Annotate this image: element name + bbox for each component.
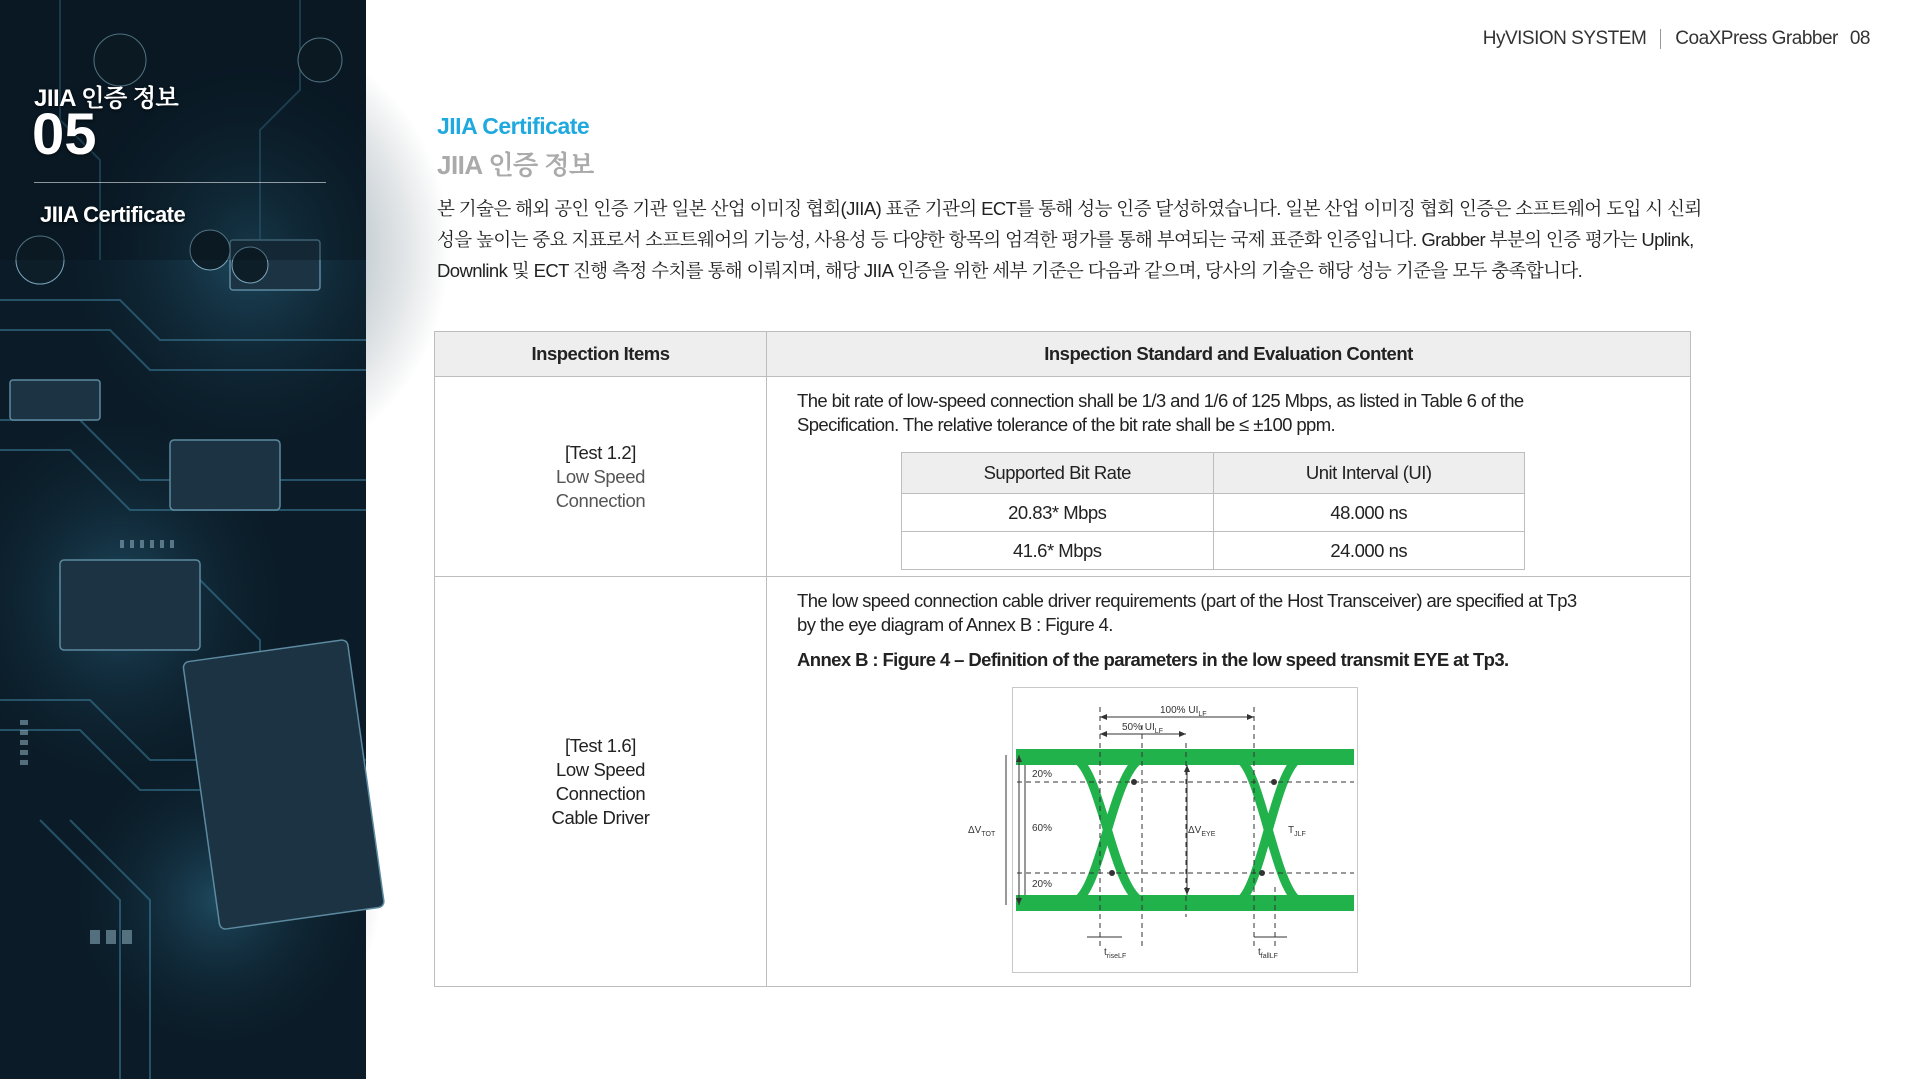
section-number: 05	[32, 102, 97, 167]
product-name: CoaXPress Grabber	[1675, 28, 1838, 49]
header-divider	[1660, 29, 1661, 49]
sub-column-header: Supported Bit Rate	[902, 453, 1214, 494]
inspection-item-cell	[435, 377, 767, 577]
bit-rate-table	[901, 452, 1525, 570]
column-header: Inspection Items	[435, 332, 767, 377]
page-header	[1483, 28, 1870, 50]
sub-table-row	[902, 532, 1525, 570]
standard-content-cell	[767, 577, 1691, 987]
page-subtitle: JIIA 인증 정보	[437, 150, 594, 180]
sub-column-header: Unit Interval (UI)	[1213, 453, 1525, 494]
test-number: [Test 1.2]	[564, 441, 637, 463]
section-title: JIIA Certificate	[40, 202, 186, 227]
divider	[34, 182, 326, 183]
figure-label-dv-tot: $\Delta V_{TOT}$	[968, 825, 996, 838]
figure-label-50ui: 50% $UI_{LF}$	[1122, 722, 1163, 735]
figure-label-100ui: 100% $UI_{LF}$	[1160, 705, 1207, 718]
test-name-line: Connection	[555, 489, 646, 511]
inspection-table	[434, 331, 1691, 987]
figure-label-20-bottom: 20%	[1032, 879, 1053, 890]
brand-name: HyVISION SYSTEM	[1482, 28, 1647, 49]
section-label: JIIA 인증 정보	[34, 85, 179, 112]
table-header-row	[435, 332, 1691, 377]
eye-diagram-figure	[968, 687, 1358, 973]
standard-content-cell	[767, 377, 1691, 577]
figure-label-60: 60%	[1032, 823, 1053, 834]
unit-interval-cell: 24.000 ns	[1213, 532, 1525, 570]
test-number: [Test 1.6]	[564, 734, 637, 756]
figure-label-tfall: $t_{fallLF}$	[1258, 947, 1278, 960]
bit-rate-cell: 20.83* Mbps	[902, 494, 1214, 532]
page-number: 08	[1849, 28, 1870, 49]
test-name-line: Connection	[555, 782, 646, 804]
page-title: JIIA Certificate	[437, 113, 590, 139]
standard-text: The low speed connection cable driver requirements (part of the Host Transceiver) are specified at Tp3 by the eye diagram of Annex B : Figure 4.	[797, 590, 1577, 635]
test-name-line: Cable Driver	[551, 806, 650, 828]
column-header: Inspection Standard and Evaluation Content	[767, 332, 1691, 377]
figure-caption: Annex B : Figure 4 – Definition of the parameters in the low speed transmit EYE at Tp3.	[797, 649, 1509, 670]
table-row	[435, 577, 1691, 987]
sub-table-row	[902, 494, 1525, 532]
test-name-line: Low Speed	[556, 758, 645, 780]
bit-rate-cell: 41.6* Mbps	[902, 532, 1214, 570]
unit-interval-cell: 48.000 ns	[1213, 494, 1525, 532]
figure-label-dv-eye: $\Delta V_{EYE}$	[1188, 825, 1216, 838]
figure-label-tjlf: $T_{JLF}$	[1288, 825, 1306, 838]
description-paragraph: 본 기술은 해외 공인 인증 기관 일본 산업 이미징 협회(JIIA) 표준 기관의 ECT를 통해 성능 인증 달성하였습니다. 일본 산업 이미징 협회 인증은 소프트웨어 도입 시 신뢰성을 높이는 중요 지표로서 소프트웨어의 기능성, 사용성 등 다양한 항목의 엄격한 평가를 통해 부여되는 국제 표준화 인증입니다. Grabber 부분의 인증 평가는 Uplink, Downlink 및 ECT 진행 측정 수치를 통해 이뤄지며, 해당 JIIA 인증을 위한 세부 기준은 다음과 같으며, 당사의 기술은 해당 성능 기준을 모두 충족합니다.	[437, 198, 1702, 281]
table-row	[435, 377, 1691, 577]
figure-label-20-top: 20%	[1032, 769, 1053, 780]
inspection-item-cell	[435, 577, 767, 987]
figure-label-trise: $t_{riseLF}$	[1104, 947, 1127, 960]
test-name-line: Low Speed	[556, 465, 645, 487]
sidebar-panel	[0, 0, 366, 1079]
sub-table-header-row	[902, 453, 1525, 494]
standard-text: The bit rate of low-speed connection shall be 1/3 and 1/6 of 125 Mbps, as listed in Table 6 of the Specification. The relative tolerance of the bit rate shall be ≤ ±100 ppm.	[797, 390, 1524, 435]
